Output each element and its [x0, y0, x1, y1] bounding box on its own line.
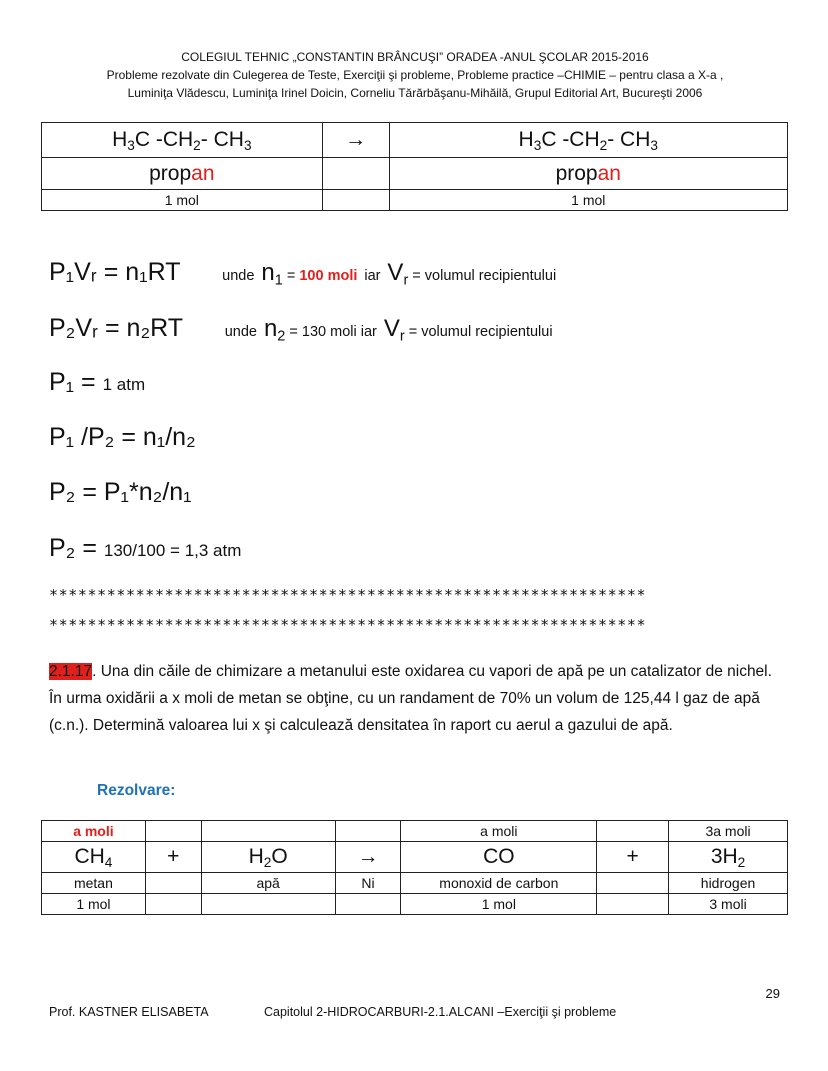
footer-author: Prof. KASTNER ELISABETA [49, 1005, 209, 1019]
equation-5: P₂ = P₁*n₂/n₁ [49, 478, 192, 506]
header-source: Probleme rezolvate din Culegerea de Teste, Exerciţii şi probleme, Probleme practice –CHIMIE – pentru clasa a X-a , [106, 68, 724, 82]
empty-cell [145, 821, 201, 842]
reaction-table-methane [41, 820, 788, 915]
reaction-arrow: → [322, 123, 389, 158]
name-right: propan [389, 158, 787, 190]
empty-cell [597, 873, 669, 894]
formula-ch4: $CH_4$ [42, 842, 146, 873]
equation-3: P₁ = 1 atm [49, 368, 146, 396]
separator-line-1: ************************************************************** [49, 586, 647, 604]
empty-cell [597, 821, 669, 842]
amount-left: 1 mol [42, 190, 323, 211]
equation-1: P₁Vᵣ = n₁RT unde $n_1 = 100$ moli iar $V_r$ = volumul recipientului [49, 258, 557, 289]
footer-chapter: Capitolul 2-HIDROCARBURI-2.1.ALCANI –Exerciţii şi probleme [264, 1005, 617, 1019]
formula-h2o: $H_2O$ [201, 842, 335, 873]
separator-line-2: ************************************************************** [49, 616, 647, 634]
moles-ch4: a moli [42, 821, 146, 842]
amount-h2: 3 moli [669, 894, 788, 915]
reaction-arrow: → [335, 842, 401, 873]
empty-cell [322, 190, 389, 211]
empty-cell [201, 821, 335, 842]
empty-cell [597, 894, 669, 915]
formula-right: $H_3C$ $-CH_2-$ $CH_3$ [389, 123, 787, 158]
amount-ch4: 1 mol [42, 894, 146, 915]
document-header [40, 48, 790, 102]
header-school: COLEGIUL TEHNIC „CONSTANTIN BRÂNCUŞI” ORADEA -ANUL ŞCOLAR 2015-2016 [181, 50, 649, 64]
name-left: propan [42, 158, 323, 190]
problem-number: 2.1.17 [49, 663, 93, 680]
formula-left: $H_3C$ $-CH_2-$ $CH_3$ [42, 123, 323, 158]
problem-statement [49, 658, 784, 739]
plus-sign: + [597, 842, 669, 873]
empty-cell [201, 894, 335, 915]
catalyst: Ni [335, 873, 401, 894]
empty-cell [335, 821, 401, 842]
moles-co: a moli [401, 821, 597, 842]
problem-text: . Una din căile de chimizare a metanului este oxidarea cu vapori de apă pe un catalizator de nichel. În urma oxidării a x moli de metan se obţine, cu un randament de 70% un volum de 125,44 l gaz de apă (c.n.). Determină valoarea lui x şi calculează densitatea în raport cu aerul a gazului de apă. [49, 663, 772, 734]
amount-co: 1 mol [401, 894, 597, 915]
moles-h2: 3a moli [669, 821, 788, 842]
reaction-table-propane [41, 122, 788, 211]
empty-cell [145, 894, 201, 915]
empty-cell [335, 894, 401, 915]
equation-6: P₂ = 130/100 = 1,3 atm [49, 534, 242, 562]
amount-right: 1 mol [389, 190, 787, 211]
formula-co: CO [401, 842, 597, 873]
page-number: 29 [765, 986, 780, 1001]
formula-3h2: $3H_2$ [669, 842, 788, 873]
name-water: apă [201, 873, 335, 894]
name-hydrogen: hidrogen [669, 873, 788, 894]
equation-2: P₂Vᵣ = n₂RT unde $n_2 = 130$ moli iar $V_r$ = volumul recipientului [49, 314, 553, 345]
name-methane: metan [42, 873, 146, 894]
name-carbon-monoxide: monoxid de carbon [401, 873, 597, 894]
plus-sign: + [145, 842, 201, 873]
equation-4: P₁ /P₂ = n₁/n₂ [49, 423, 196, 451]
empty-cell [322, 158, 389, 190]
empty-cell [145, 873, 201, 894]
header-authors: Luminiţa Vlădescu, Luminiţa Irinel Doicin, Corneliu Tărărbăşanu-Mihăilă, Grupul Editorial Art, Bucureşti 2006 [127, 86, 703, 100]
solution-heading: Rezolvare: [97, 782, 176, 799]
